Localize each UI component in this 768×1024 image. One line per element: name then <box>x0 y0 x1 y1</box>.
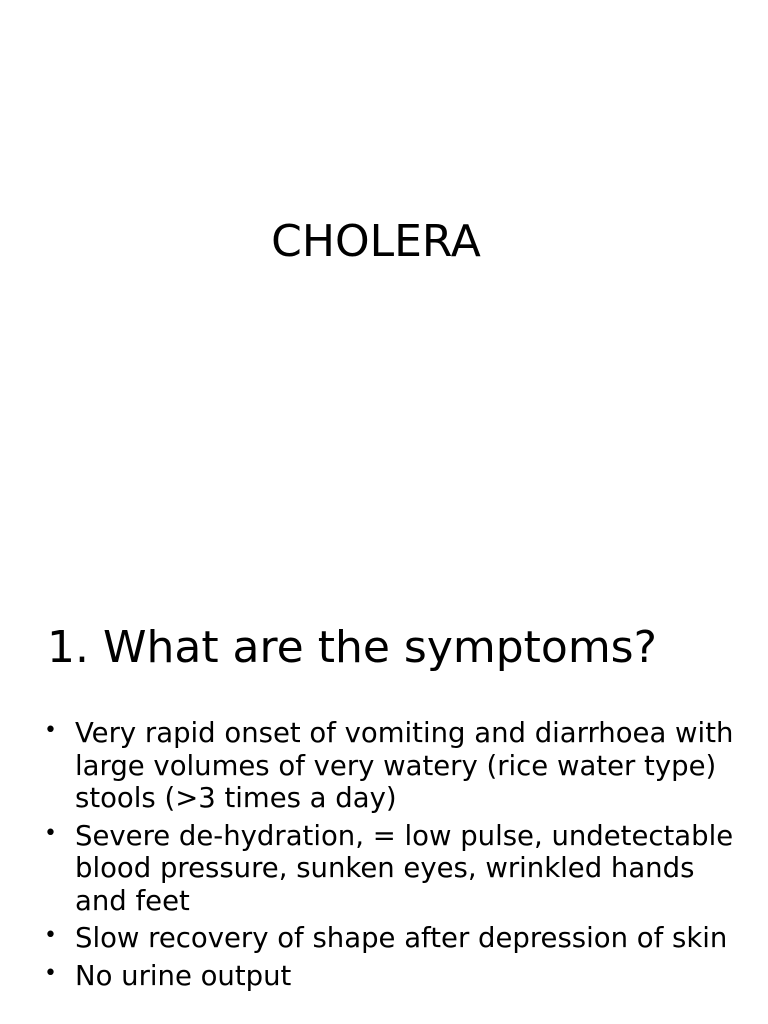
symptom-list <box>44 717 744 997</box>
bullet-icon: • <box>44 960 57 986</box>
list-item-text: Severe de-hydration, = low pulse, undetectable blood pressure, sunken eyes, wrinkled hands and feet <box>75 819 734 917</box>
slide-title: CHOLERA <box>271 216 481 267</box>
list-item <box>44 960 744 993</box>
bullet-icon: • <box>44 820 57 846</box>
list-item <box>44 717 744 815</box>
list-item <box>44 820 744 918</box>
bullet-icon: • <box>44 923 57 948</box>
list-item <box>44 922 744 955</box>
bullet-icon: • <box>44 718 57 743</box>
list-item-text: Slow recovery of shape after depression of skin <box>75 922 728 954</box>
list-item-text: No urine output <box>75 959 292 992</box>
list-item-text: Very rapid onset of vomiting and diarrhoea with large volumes of very watery (rice water type) stools (>3 times a day) <box>75 717 734 814</box>
section-heading: 1. What are the symptoms? <box>47 622 657 673</box>
